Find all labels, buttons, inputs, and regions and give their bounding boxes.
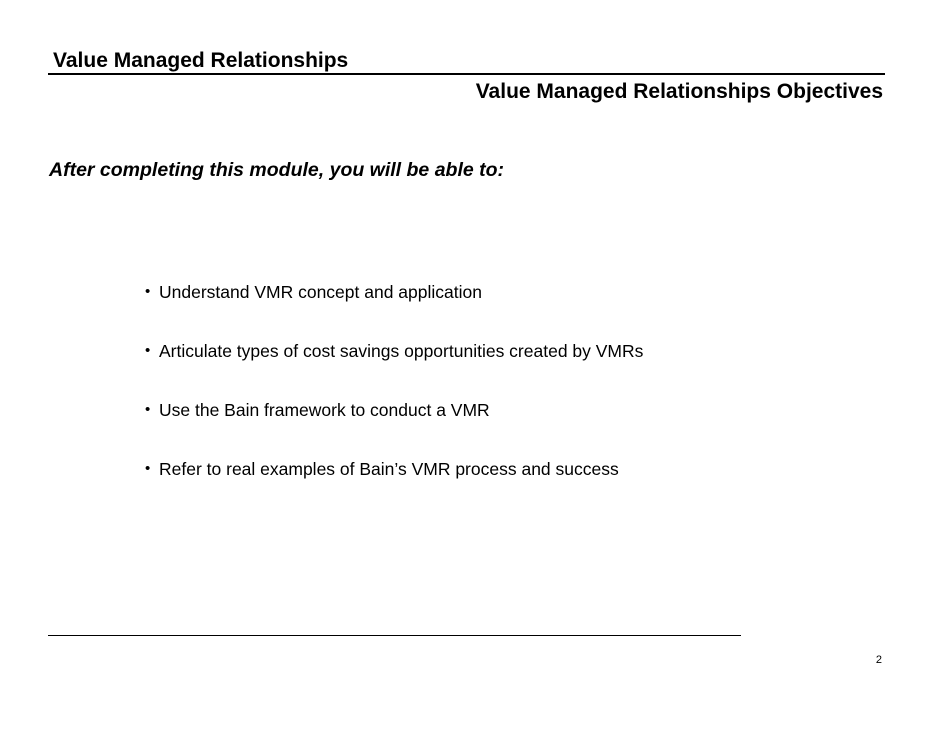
- objective-text: Use the Bain framework to conduct a VMR: [159, 400, 490, 420]
- slide-title: Value Managed Relationships Objectives: [475, 80, 883, 103]
- header-divider: [48, 73, 885, 75]
- bullet-icon: •: [145, 283, 151, 300]
- objective-item: [145, 339, 643, 398]
- objective-item: [145, 280, 643, 339]
- section-title: Value Managed Relationships: [53, 49, 349, 72]
- page-number: 2: [875, 654, 882, 666]
- footer-divider: [48, 635, 741, 636]
- objective-text: Refer to real examples of Bain’s VMR process and success: [159, 459, 619, 479]
- objective-item: [145, 398, 643, 457]
- objective-text: Understand VMR concept and application: [159, 282, 482, 302]
- objective-text: Articulate types of cost savings opportunities created by VMRs: [159, 341, 644, 361]
- objective-item: [145, 457, 643, 516]
- bullet-icon: •: [145, 460, 151, 477]
- objectives-list: [145, 280, 643, 516]
- bullet-icon: •: [145, 401, 151, 418]
- intro-text: After completing this module, you will be able to:: [49, 159, 505, 181]
- bullet-icon: •: [145, 342, 151, 359]
